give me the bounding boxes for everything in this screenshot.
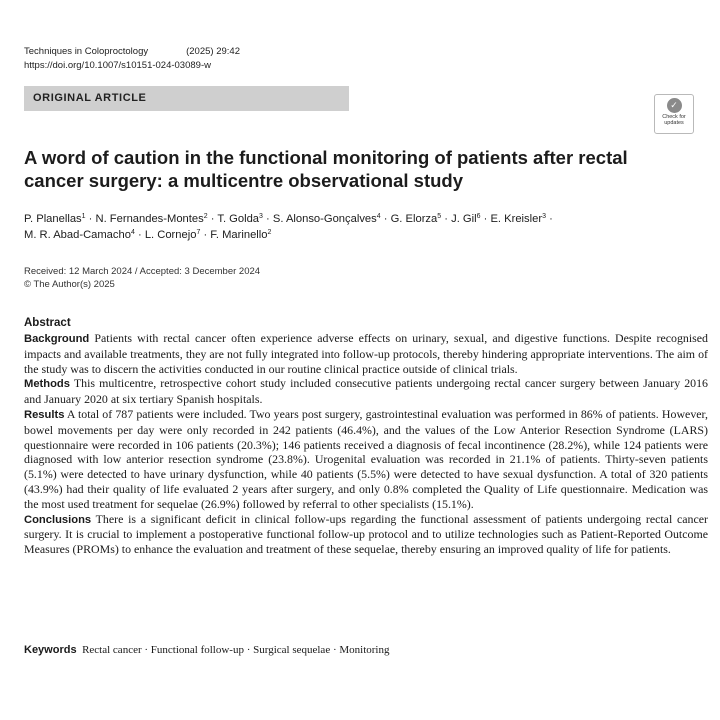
author[interactable]: M. R. Abad-Camacho$^4$ [24, 229, 135, 241]
section-text: Patients with rectal cancer often experience adverse effects on urinary, sexual, and digestive functions. Despite recognised impacts and available treatments, they are not fully integrated into follow-up protocols, thereby hindering appropriate interventions. The aim of the study was to discern the activities conducted in our routine clinical practice outside of clinical trials. [24, 331, 708, 376]
section-text: There is a significant deficit in clinical follow-ups regarding the functional assessment of patients undergoing rectal cancer surgery. It is crucial to implement a postoperative functional follow-up protocol and to utilize technologies such as Patient-Reported Outcome Measures (PROMs) to enhance the evaluation and treatment of these sequelae, thereby ensuring an improved quality of life for patients. [24, 511, 709, 557]
check-for-updates-badge[interactable] [654, 94, 694, 134]
section-label: Methods [24, 378, 70, 391]
article-title: A word of caution in the functional monitoring of patients after rectal cancer surgery: a multicentre observational study [24, 147, 628, 191]
check-updates-icon: ✓ [667, 98, 682, 113]
abstract-background [24, 331, 708, 376]
journal-line [24, 45, 240, 59]
author[interactable]: E. Kreisler$^3$ [490, 213, 546, 225]
section-label: Results [24, 408, 65, 421]
keywords [24, 643, 389, 657]
author[interactable]: S. Alonso-Gonçalves$^4$ [272, 213, 381, 225]
section-label: Background [24, 333, 90, 345]
section-text: This multicentre, retrospective cohort study included consecutive patients undergoing rectal cancer surgery between January 2016 and January 2020 at six tertiary Spanish hospitals. [24, 376, 709, 407]
author[interactable]: N. Fernandes-Montes$^2$ [95, 213, 208, 225]
copyright-line: © The Author(s) 2025 [24, 278, 115, 290]
doi-link[interactable]: https://doi.org/10.1007/s10151-024-03089-w [24, 60, 211, 71]
author[interactable]: L. Cornejo$^7$ [144, 229, 201, 241]
journal-header [24, 45, 240, 73]
check-updates-line1: Check for [662, 114, 686, 120]
journal-volume: (2025) 29:42 [186, 46, 240, 57]
section-text: A total of 787 patients were included. Two years post surgery, gastrointestinal evaluation was performed in 86% of patients. However, bowel movements per day were only recorded in 242 patients (46.4%), and the values of the Low Anterior Resection Syndrome (LARS) questionnaire were recorded in 106 patients (20.3%); 146 patients received a diagnosis of fecal incontinence (28.2%), while 124 patients were diagnosed with low anterior resection syndrome (23.8%). Urogenital evaluation was recorded in 21.1% of patients. Thirty-seven patients (5.1%) were detected to have urinary dysfunction, while 40 patients (5.5%) were detected to have sexual dysfunction. A total of 320 patients (43.9%) had their quality of life evaluated 2 years after surgery, and only 0.8% completed the Quality of Life questionnaire. Medication was the most used treatment for sequelae (26.9%) followed by referral to other specialists (15.1%). [24, 406, 708, 511]
received-accepted-dates: Received: 12 March 2024 / Accepted: 3 December 2024 [24, 266, 261, 277]
author[interactable]: J. Gil$^6$ [451, 213, 481, 225]
article-dates [24, 266, 260, 291]
keywords-list: Rectal cancer · Functional follow-up · Surgical sequelae · Monitoring [82, 644, 390, 656]
abstract-results [24, 407, 708, 512]
abstract [24, 316, 708, 557]
keywords-label: Keywords [24, 644, 77, 656]
author[interactable]: T. Golda$^3$ [217, 213, 263, 225]
article-type-banner: ORIGINAL ARTICLE [24, 86, 349, 111]
abstract-heading: Abstract [24, 317, 71, 329]
author[interactable]: F. Marinello$^2$ [210, 229, 272, 241]
abstract-conclusions [24, 512, 708, 557]
abstract-methods [24, 376, 708, 407]
check-updates-line2: updates [664, 120, 684, 126]
section-label: Conclusions [24, 513, 92, 526]
journal-name: Techniques in Coloproctology [24, 46, 149, 57]
author-list: P. Planellas$^1$ · N. Fernandes-Montes$^2$ · T. Golda$^3$ · S. Alonso-Gonçalves$^4$ · G. Elorza$^5$ · J. Gil$^6$ · E. Kreisler$^3$ · M. R. Abad-Camacho$^4$ · L. Cornejo$^7$ · F. Marinello$^2$ [24, 213, 553, 241]
author[interactable]: G. Elorza$^5$ [390, 213, 442, 225]
author[interactable]: P. Planellas$^1$ [24, 213, 86, 225]
